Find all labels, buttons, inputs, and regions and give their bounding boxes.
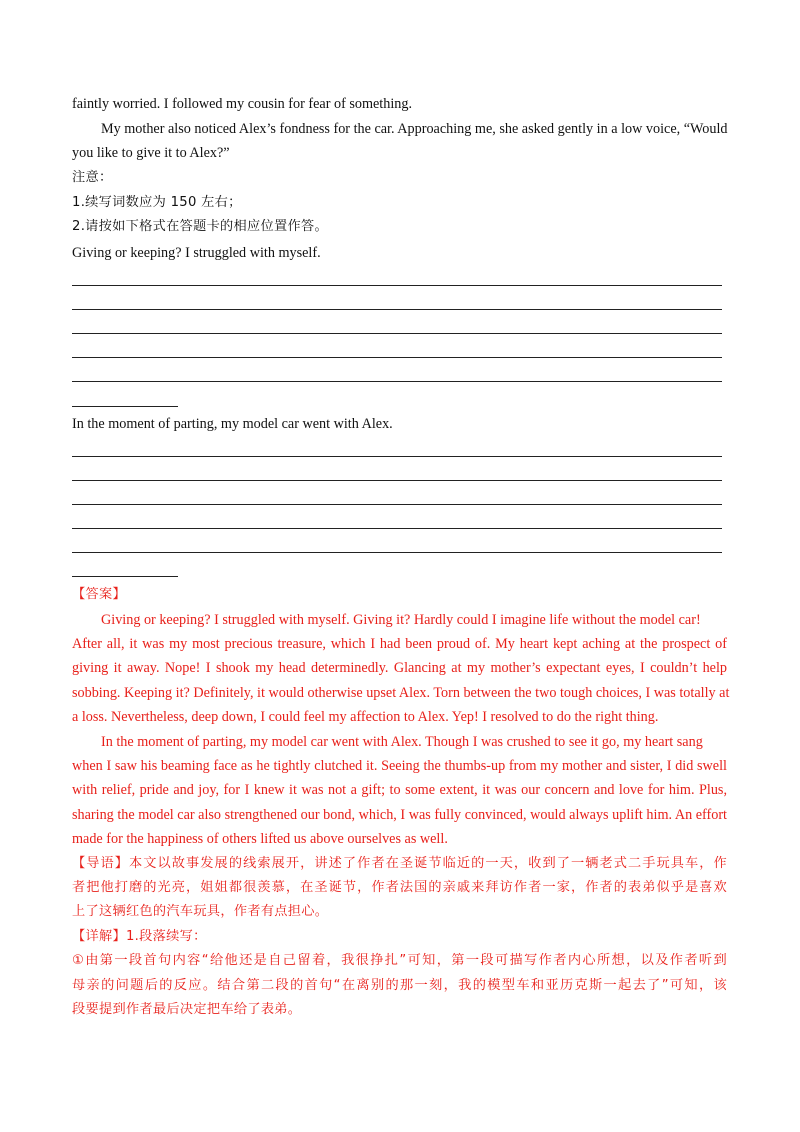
detail-heading: 【详解】1.段落续写： — [72, 929, 207, 944]
notes-heading: 注意： — [72, 170, 113, 185]
writing-line — [72, 456, 722, 457]
notes-item-1: 1.续写词数应为 150 左右； — [72, 195, 242, 210]
intro-line-2: My mother also noticed Alex’s fondness for the car. Approaching me, she asked gently in a low voice, “Would — [101, 121, 728, 137]
paragraph-1-prompt: Giving or keeping? I struggled with myself. — [72, 245, 321, 261]
notes-item-2: 2.请按如下格式在答题卡的相应位置作答。 — [72, 219, 328, 234]
writing-line — [72, 285, 722, 286]
writing-line — [72, 381, 722, 382]
writing-line — [72, 552, 722, 553]
answer-p2-line: when I saw his beaming face as he tightly clutched it. Seeing the thumbs-up from my mother and sister, I did swell — [72, 758, 727, 774]
answer-p1-line: After all, it was my most precious treasure, which I had been proud of. My heart kept aching at the prospect of — [72, 636, 727, 652]
answer-p1-line: Giving or keeping? I struggled with myself. Giving it? Hardly could I imagine life without the model car! — [101, 612, 701, 628]
writing-line — [72, 357, 722, 358]
answer-p1-line: giving it away. Nope! I shook my head determinedly. Glancing at my mother’s expectant eyes, I couldn’t help — [72, 660, 727, 676]
writing-line-end — [72, 406, 178, 407]
detail-line: ①由第一段首句内容“给他还是自己留着，我很挣扎”可知，第一段可描写作者内心所想，以及作者听到 — [72, 953, 727, 968]
writing-line — [72, 333, 722, 334]
answer-label: 【答案】 — [72, 587, 126, 602]
guide-line: 【导语】本文以故事发展的线索展开，讲述了作者在圣诞节临近的一天，收到了一辆老式二手玩具车，作 — [72, 856, 727, 871]
intro-line-1: faintly worried. I followed my cousin for fear of something. — [72, 96, 413, 112]
answer-p1-line: a loss. Nevertheless, deep down, I could feel my affection to Alex. Yep! I resolved to do the right thing. — [72, 709, 659, 725]
guide-line: 上了这辆红色的汽车玩具，作者有点担心。 — [72, 904, 329, 919]
writing-line-end — [72, 576, 178, 577]
writing-line — [72, 528, 722, 529]
writing-line — [72, 504, 722, 505]
answer-p1-line: sobbing. Keeping it? Definitely, it would otherwise upset Alex. Torn between the two tough choices, I was totally at — [72, 685, 730, 701]
answer-p2-line: made for the happiness of others lifted us above ourselves as well. — [72, 831, 448, 847]
detail-line: 母亲的问题后的反应。结合第二段的首句“在离别的那一刻，我的模型车和亚历克斯一起去了”可知，该 — [72, 978, 727, 993]
writing-line — [72, 480, 722, 481]
answer-p2-line: In the moment of parting, my model car went with Alex. Though I was crushed to see it go, my heart sang — [101, 734, 703, 750]
paragraph-2-prompt: In the moment of parting, my model car went with Alex. — [72, 416, 393, 432]
guide-line: 者把他打磨的光亮，姐姐都很羡慕，在圣诞节，作者法国的亲戚来拜访作者一家，作者的表弟似乎是喜欢 — [72, 880, 727, 895]
writing-line — [72, 309, 722, 310]
answer-p2-line: sharing the model car also strengthened our bond, which, I was fully convinced, would always uplift him. An effort — [72, 807, 727, 823]
intro-line-3: you like to give it to Alex?” — [72, 145, 230, 161]
detail-line: 段要提到作者最后决定把车给了表弟。 — [72, 1002, 302, 1017]
answer-p2-line: with relief, pride and joy, for I knew it was not a gift; to some extent, it was our concern and love for him. Plus, — [72, 782, 727, 798]
